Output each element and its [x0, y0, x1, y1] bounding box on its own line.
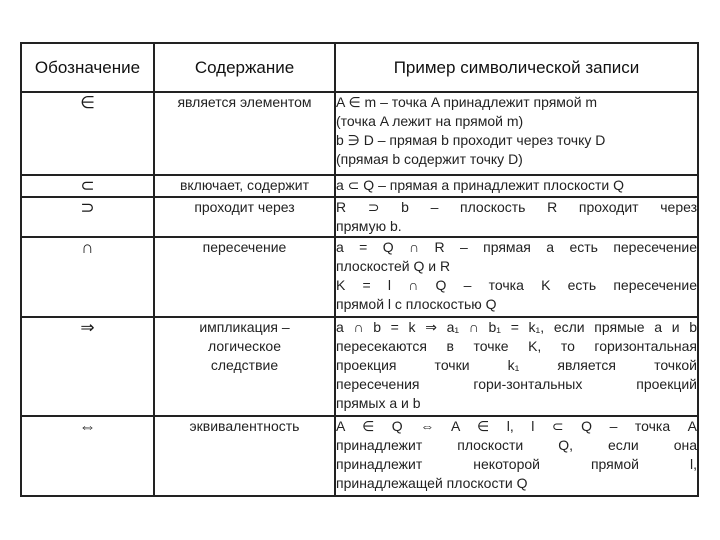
header-content: Содержание: [154, 43, 335, 92]
example-cell: [335, 317, 698, 416]
symbol-cell: ∈: [21, 92, 154, 175]
meaning-line: эквивалентность: [189, 418, 300, 434]
meaning-cell: [154, 416, 335, 496]
table-row: [21, 237, 698, 317]
example-line: принадлежащей плоскости Q: [336, 475, 528, 491]
example-line: пересечения гори-зонтальных проекций: [336, 376, 697, 392]
example-line: K = l ∩ Q – точка K есть пересечение: [336, 277, 697, 293]
symbol-cell: ∩: [21, 237, 154, 317]
meaning-cell: [154, 175, 335, 197]
meaning-line: пересечение: [202, 239, 287, 255]
example-cell: [335, 237, 698, 317]
example-line: пересекаются в точке K, то горизонтальная: [336, 338, 697, 354]
example-line: (точка A лежит на прямой m): [336, 113, 524, 129]
meaning-cell: [154, 92, 335, 175]
table-row: [21, 416, 698, 496]
meaning-line: логическое: [208, 338, 281, 354]
meaning-line: следствие: [210, 357, 279, 373]
header-row: [21, 43, 698, 92]
example-line: A ∈ Q ⇔ A ∈ l, l ⊂ Q – точка A: [336, 418, 697, 434]
example-line: a ∩ b = k ⇒ a₁ ∩ b₁ = k₁, если прямые a и b: [336, 319, 697, 335]
meaning-line: импликация –: [199, 319, 290, 335]
meaning-cell: [154, 197, 335, 237]
example-cell: [335, 175, 698, 197]
meaning-cell: [154, 237, 335, 317]
example-line: принадлежит некоторой прямой l,: [336, 456, 697, 472]
table-row: [21, 92, 698, 175]
header-example: Пример символической записи: [335, 43, 698, 92]
meaning-line: включает, содержит: [179, 177, 310, 193]
meaning-cell: [154, 317, 335, 416]
table-row: [21, 197, 698, 237]
example-line: прямой l с плоскостью Q: [336, 296, 497, 312]
header-designation: Обозначение: [21, 43, 154, 92]
example-line: (прямая b содержит точку D): [336, 151, 523, 167]
table-row: [21, 317, 698, 416]
example-line: a = Q ∩ R – прямая a есть пересечение: [336, 239, 697, 255]
example-line: проекция точки k₁ является точкой: [336, 357, 697, 373]
example-line: плоскостей Q и R: [336, 258, 451, 274]
symbol-cell: ⊃: [21, 197, 154, 237]
example-cell: [335, 197, 698, 237]
table-row: [21, 175, 698, 197]
example-cell: [335, 92, 698, 175]
meaning-line: проходит через: [194, 199, 295, 215]
example-line: R ⊃ b – плоскость R проходит через: [336, 199, 697, 215]
example-line: прямых a и b: [336, 395, 421, 411]
example-cell: [335, 416, 698, 496]
example-line: b ∋ D – прямая b проходит через точку D: [336, 132, 606, 148]
example-line: a ⊂ Q – прямая a принадлежит плоскости Q: [336, 177, 625, 193]
symbol-cell: ⊂: [21, 175, 154, 197]
example-line: принадлежит плоскости Q, если она: [336, 437, 697, 453]
example-line: прямую b.: [336, 218, 402, 234]
symbol-table: [20, 42, 699, 497]
meaning-line: является элементом: [177, 94, 312, 110]
symbol-cell: ⇔: [21, 416, 154, 496]
example-line: A ∈ m – точка A принадлежит прямой m: [336, 94, 598, 110]
symbol-cell: ⇒: [21, 317, 154, 416]
